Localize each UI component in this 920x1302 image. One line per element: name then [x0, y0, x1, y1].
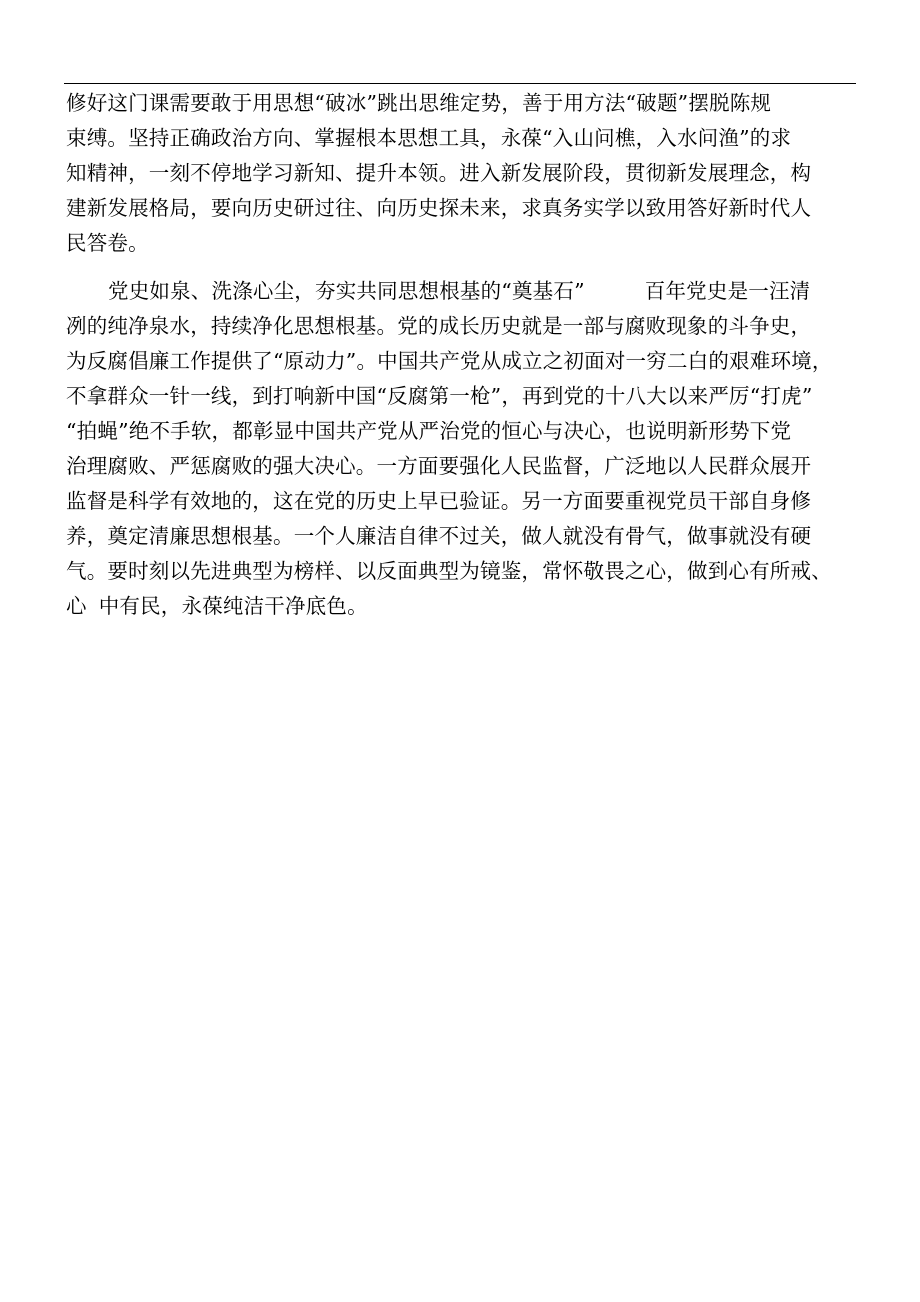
section-heading-line — [66, 274, 866, 309]
text-line: “拍蝇”绝不手软，都彰显中国共产党从严治党的恒心与决心，也说明新形势下党 — [66, 419, 792, 443]
text-line: 治理腐败、严惩腐败的强大决心。一方面要强化人民监督，广泛地以人民群众展开 — [66, 454, 812, 478]
heading-tail-text: 百年党史是一汪清 — [644, 279, 811, 303]
last-line-start: 心 — [66, 594, 87, 618]
text-line: 建新发展格局，要向历史研过往、向历史探未来，求真务实学以致用答好新时代人 — [66, 196, 812, 220]
section-heading: 党史如泉、洗涤心尘，夯实共同思想根基的“奠基石” — [108, 279, 585, 303]
text-line: 气。要时刻以先进典型为榜样、以反面典型为镜鉴，常怀敬畏之心，做到心有所戒、 — [66, 559, 832, 583]
paragraph-1 — [66, 86, 866, 261]
document-body — [66, 86, 866, 624]
last-line-end: 中有民，永葆纯洁干净底色。 — [98, 594, 368, 618]
last-text-line — [66, 589, 866, 624]
text-line: 民答卷。 — [66, 231, 149, 255]
text-line: 冽的纯净泉水，持续净化思想根基。党的成长历史就是一部与腐败现象的斗争史， — [66, 314, 812, 338]
text-line: 为反腐倡廉工作提供了“原动力”。中国共产党从成立之初面对一穷二白的艰难环境， — [66, 349, 833, 373]
header-rule — [64, 83, 856, 84]
text-line: 养，奠定清廉思想根基。一个人廉洁自律不过关，做人就没有骨气，做事就没有硬 — [66, 524, 812, 548]
paragraph-2 — [66, 274, 866, 624]
text-line: 不拿群众一针一线，到打响新中国“反腐第一枪”，再到党的十八大以来严厉“打虎” — [66, 384, 813, 408]
text-line: 知精神，一刻不停地学习新知、提升本领。进入新发展阶段，贯彻新发展理念，构 — [66, 161, 812, 185]
text-line: 监督是科学有效地的，这在党的历史上早已验证。另一方面要重视党员干部自身修 — [66, 489, 812, 513]
text-line: 束缚。坚持正确政治方向、掌握根本思想工具，永葆“入山问樵，入水问渔”的求 — [66, 126, 792, 150]
text-line: 修好这门课需要敢于用思想“破冰”跳出思维定势，善于用方法“破题”摆脱陈规 — [66, 91, 772, 115]
